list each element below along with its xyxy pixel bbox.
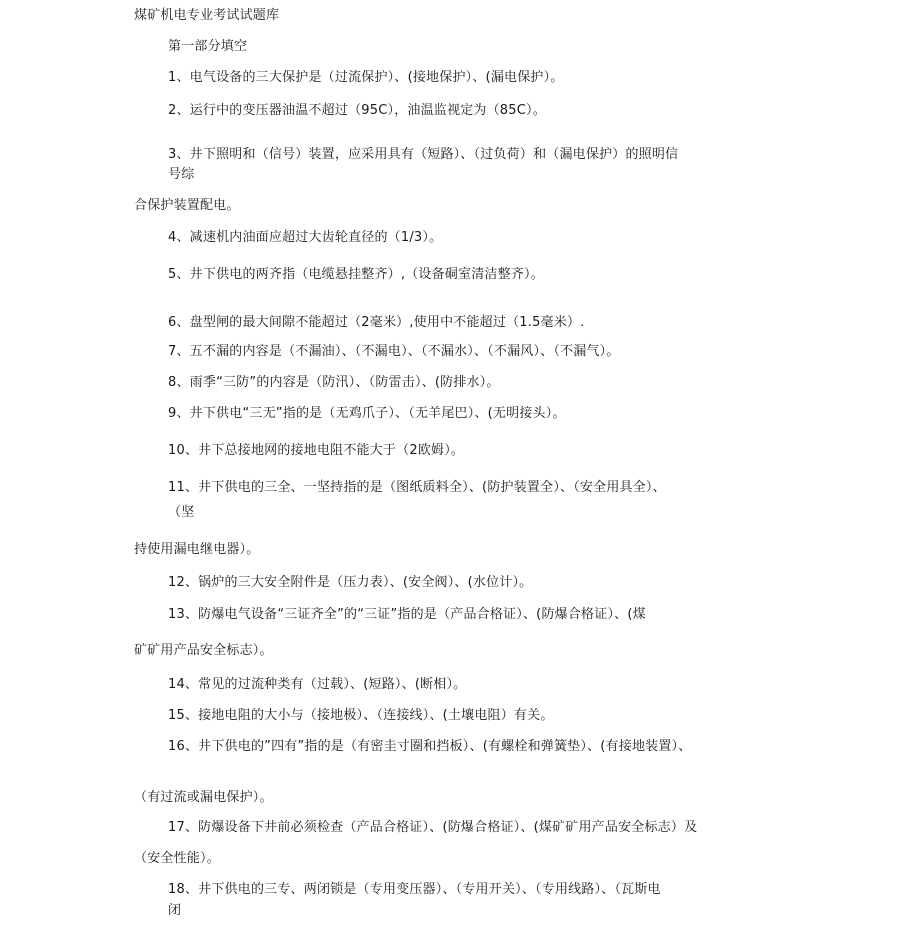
document-title: 煤矿机电专业考试试题库 (134, 8, 280, 23)
question-line: 闭 (168, 903, 182, 918)
question-line: 号综 (168, 167, 195, 182)
question-line: 1、电气设备的三大保护是（过流保护）、(接地保护）、(漏电保护）。 (168, 70, 564, 85)
question-line: 2、运行中的变压器油温不超过（95C），油温监视定为（85C）。 (168, 103, 546, 118)
question-line: 持使用漏电继电器）。 (134, 542, 260, 557)
question-line: 4、减速机内油面应超过大齿轮直径的（1/3）。 (168, 230, 443, 245)
question-line: 17、防爆设备下井前必须检查（产品合格证）、(防爆合格证）、(煤矿矿用产品安全标志）及 (168, 820, 698, 835)
question-line: 14、常见的过流种类有（过载）、(短路）、(断相）。 (168, 677, 467, 692)
question-line: （安全性能）。 (134, 851, 220, 866)
question-line: 5、井下供电的两齐指（电缆悬挂整齐）,（设备硐室清洁整齐）。 (168, 267, 544, 282)
question-line: （坚 (168, 505, 195, 520)
question-line: 矿矿用产品安全标志）。 (134, 643, 273, 658)
question-line: 15、接地电阻的大小与（接地极）、（连接线）、(土壤电阻）有关。 (168, 708, 554, 723)
question-line: 11、井下供电的三全、一坚持指的是（图纸质料全）、(防护装置全）、（安全用具全）、 (168, 480, 666, 495)
question-line: 8、雨季“三防”的内容是（防汛）、（防雷击）、(防排水）。 (168, 375, 500, 390)
question-line: 12、锅炉的三大安全附件是（压力表）、(安全阀）、(水位计）。 (168, 575, 533, 590)
question-line: 9、井下供电“三无”指的是（无鸡爪子）、（无羊尾巴）、(无明接头）。 (168, 406, 566, 421)
question-line: 6、盘型闸的最大间隙不能超过（2毫米）,使用中不能超过（1.5毫米）. (168, 315, 585, 330)
question-line: 7、五不漏的内容是（不漏油）、（不漏电）、（不漏水）、（不漏风）、（不漏气）。 (168, 344, 620, 359)
question-line: 10、井下总接地网的接地电阻不能大于（2欧姆）。 (168, 443, 465, 458)
question-line: 3、井下照明和（信号）装置，应采用具有（短路）、（过负荷）和（漏电保护）的照明信 (168, 147, 679, 162)
question-line: 16、井下供电的”四有”指的是（有密圭寸圈和挡板）、(有螺栓和弹簧垫）、(有接地装置）、 (168, 739, 692, 754)
section-heading: 第一部分填空 (168, 39, 248, 54)
question-line: （有过流或漏电保护）。 (134, 790, 273, 805)
question-line: 13、防爆电气设备“三证齐全”的“三证”指的是（产品合格证）、(防爆合格证）、(煤 (168, 607, 646, 622)
question-line: 18、井下供电的三专、两闭锁是（专用变压器）、（专用开关）、（专用线路）、（瓦斯电 (168, 882, 661, 897)
question-line: 合保护装置配电。 (134, 198, 240, 213)
